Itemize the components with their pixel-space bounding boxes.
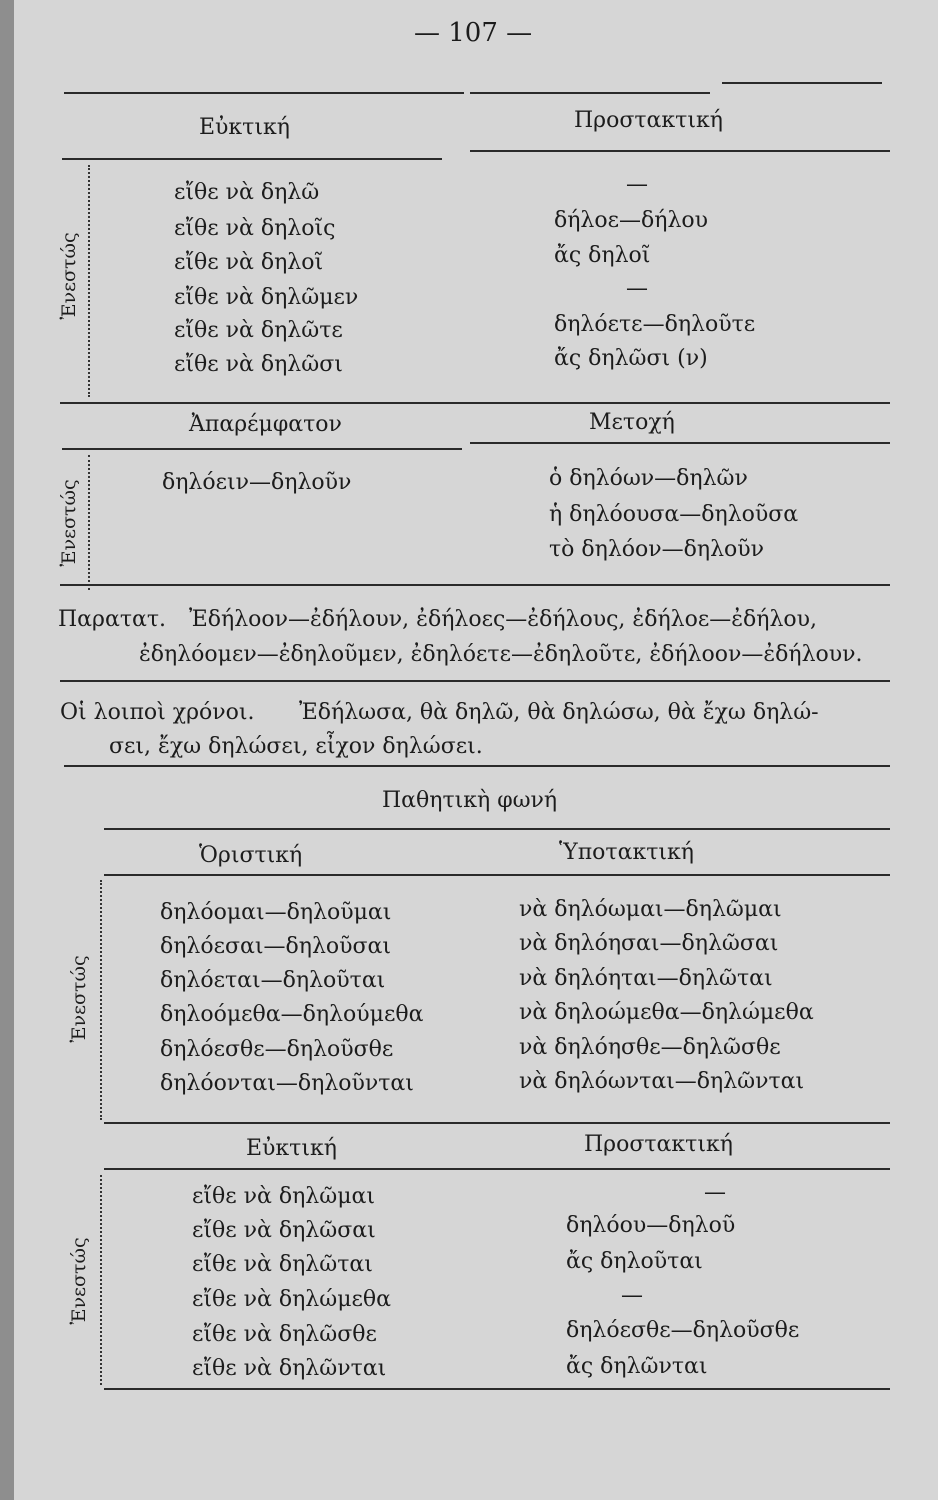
dotted-divider (88, 455, 90, 590)
form-row: — (626, 172, 648, 197)
form-row: εἴθε νὰ δηλῶσθε (192, 1322, 377, 1347)
form-row: νὰ δηλόησαι—δηλῶσαι (519, 931, 779, 956)
form-row: νὰ δηλόωνται—δηλῶνται (519, 1069, 805, 1094)
form-row: εἴθε νὰ δηλῶμαι (192, 1184, 375, 1209)
passive-imperative-heading: Προστακτική (584, 1132, 733, 1157)
passive-optative-side-label: Ἐνεστώς (68, 1237, 90, 1325)
form-row: νὰ δηλόηται—δηλῶται (519, 966, 773, 991)
imperfect-line-2: ἐδηλόομεν—ἐδηλοῦμεν, ἐδηλόετε—ἐδηλοῦτε, ἐδήλοον—ἐδήλουν. (139, 642, 863, 667)
book-page (14, 0, 938, 1500)
form-row: δηλόομαι—δηλοῦμαι (160, 900, 392, 925)
form-row: τὸ δηλόον—δηλοῦν (549, 537, 765, 562)
form-row: δηλόεσθε—δηλοῦσθε (566, 1318, 800, 1343)
page-edge-shadow (0, 0, 14, 1500)
form-row: δηλόεσαι—δηλοῦσαι (160, 934, 391, 959)
form-row: εἴθε νὰ δηλοῖ (174, 250, 324, 275)
form-row: δηλόετε—δηλοῦτε (554, 312, 756, 337)
passive-indicative-heading: Ὁριστική (199, 843, 303, 868)
passive-subjunctive-heading: Ὑποτακτική (559, 840, 694, 865)
form-row: δηλοόμεθα—δηλούμεθα (160, 1002, 424, 1027)
form-row: νὰ δηλόωμαι—δηλῶμαι (519, 897, 782, 922)
rule (104, 828, 890, 830)
rule (470, 92, 710, 94)
imperfect-label: Παρατατ. (58, 607, 167, 632)
rule (60, 584, 890, 586)
rule (62, 158, 442, 160)
active-imperative-heading: Προστακτική (574, 108, 723, 133)
form-row: ἄς δηλοῦται (566, 1249, 703, 1274)
rule (64, 92, 464, 94)
form-row: δηλόεται—δηλοῦται (160, 968, 386, 993)
form-row: εἴθε νὰ δηλοῖς (174, 216, 336, 241)
form-row: ὁ δηλόων—δηλῶν (549, 466, 748, 491)
form-row: — (704, 1180, 726, 1205)
imperfect-line-1: Ἐδήλοον—ἐδήλουν, ἐδήλοες—ἐδήλους, ἐδήλοε—ἐδήλου, (189, 607, 817, 632)
dotted-divider (100, 1175, 102, 1385)
form-row: εἴθε νὰ δηλῶσαι (192, 1218, 376, 1243)
form-row: ἡ δηλόουσα—δηλοῦσα (549, 502, 799, 527)
form-row: ἄς δηλοῖ (554, 243, 651, 268)
passive-optative-heading: Εὐκτική (246, 1136, 337, 1161)
dotted-divider (100, 880, 102, 1120)
infinitive-form: δηλόειν—δηλοῦν (162, 470, 352, 495)
rule (62, 448, 462, 450)
participle-heading: Μετοχή (589, 410, 675, 435)
rule (104, 1122, 890, 1124)
other-tenses-line-1: Ἐδήλωσα, θὰ δηλῶ, θὰ δηλώσω, θὰ ἔχω δηλώ- (299, 700, 819, 725)
dotted-divider (88, 165, 90, 397)
form-row: δήλοε—δήλου (554, 208, 708, 233)
form-row: εἴθε νὰ δηλῶ (174, 180, 320, 205)
rule (64, 765, 890, 767)
rule (470, 150, 890, 152)
rule (722, 82, 882, 84)
page-number: — 107 — (414, 18, 533, 48)
form-row: εἴθε νὰ δηλῶται (192, 1252, 373, 1277)
form-row: εἴθε νὰ δηλῶσι (174, 352, 343, 377)
form-row: εἴθε νὰ δηλῶμεν (174, 285, 359, 310)
form-row: δηλόου—δηλοῦ (566, 1213, 736, 1238)
form-row: δηλόεσθε—δηλοῦσθε (160, 1037, 394, 1062)
other-tenses-label: Οἱ λοιποὶ χρόνοι. (60, 700, 255, 725)
passive-voice-title: Παθητικὴ φωνή (382, 788, 558, 813)
rule (104, 1168, 890, 1170)
form-row: νὰ δηλοώμεθα—δηλώμεθα (519, 1000, 814, 1025)
form-row: — (626, 276, 648, 301)
infinitive-side-label: Ἐνεστώς (58, 479, 80, 567)
form-row: νὰ δηλόησθε—δηλῶσθε (519, 1035, 781, 1060)
rule (104, 874, 890, 876)
form-row: εἴθε νὰ δηλώμεθα (192, 1287, 391, 1312)
active-optative-heading: Εὐκτική (199, 115, 290, 140)
active-optative-side-label: Ἐνεστώς (58, 232, 80, 320)
infinitive-heading: Ἀπαρέμφατον (189, 412, 342, 437)
form-row: ἄς δηλῶσι (ν) (554, 346, 708, 371)
rule (60, 680, 890, 682)
form-row: — (621, 1283, 643, 1308)
form-row: εἴθε νὰ δηλῶνται (192, 1356, 387, 1381)
rule (104, 1388, 890, 1390)
rule (60, 402, 890, 404)
form-row: εἴθε νὰ δηλῶτε (174, 318, 343, 343)
form-row: δηλόονται—δηλοῦνται (160, 1071, 414, 1096)
form-row: ἄς δηλῶνται (566, 1354, 708, 1379)
rule (470, 442, 890, 444)
passive-indicative-side-label: Ἐνεστώς (68, 955, 90, 1043)
other-tenses-line-2: σει, ἔχω δηλώσει, εἶχον δηλώσει. (109, 734, 483, 759)
